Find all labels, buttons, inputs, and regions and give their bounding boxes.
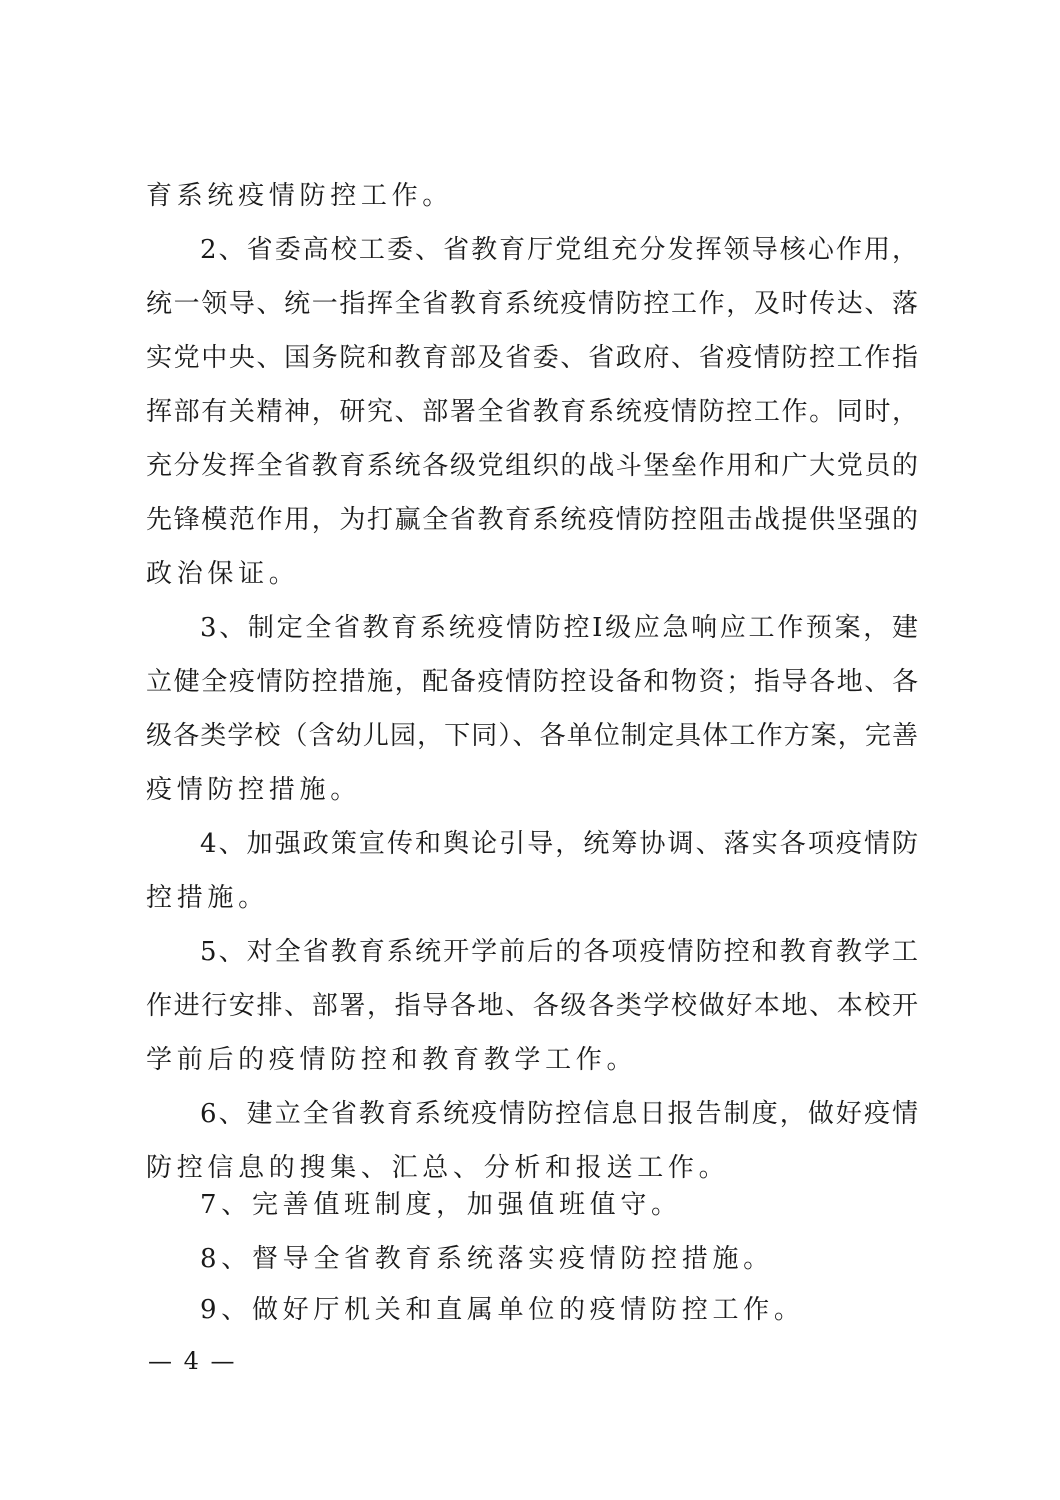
text-line: 级各类学校（含幼儿园，下同）、各单位制定具体工作方案，完善 — [146, 721, 918, 751]
text-line: 9、做好厅机关和直属单位的疫情防控工作。 — [200, 1295, 805, 1325]
text-line: 7、完善值班制度，加强值班值守。 — [200, 1190, 682, 1220]
text-line: 作进行安排、部署，指导各地、各级各类学校做好本地、本校开 — [146, 991, 918, 1021]
text-line: 6、建立全省教育系统疫情防控信息日报告制度，做好疫情 — [200, 1099, 918, 1129]
text-line: 实党中央、国务院和教育部及省委、省政府、省疫情防控工作指 — [146, 343, 918, 373]
text-line: 疫情防控措施。 — [146, 775, 361, 805]
text-line: 育系统疫情防控工作。 — [146, 181, 454, 211]
text-line: 充分发挥全省教育系统各级党组织的战斗堡垒作用和广大党员的 — [146, 451, 918, 481]
text-line: 统一领导、统一指挥全省教育系统疫情防控工作，及时传达、落 — [146, 289, 918, 319]
text-line: 5、对全省教育系统开学前后的各项疫情防控和教育教学工 — [200, 937, 918, 967]
page-number: — 4 — — [148, 1347, 237, 1375]
text-line: 2、省委高校工委、省教育厅党组充分发挥领导核心作用， — [200, 235, 918, 265]
text-line: 防控信息的搜集、汇总、分析和报送工作。 — [146, 1153, 730, 1183]
text-line: 4、加强政策宣传和舆论引导，统筹协调、落实各项疫情防 — [200, 829, 918, 859]
text-line: 3、制定全省教育系统疫情防控Ⅰ级应急响应工作预案，建 — [200, 613, 918, 643]
text-line: 政治保证。 — [146, 559, 300, 589]
text-line: 学前后的疫情防控和教育教学工作。 — [146, 1045, 638, 1075]
text-line: 挥部有关精神，研究、部署全省教育系统疫情防控工作。同时， — [146, 397, 918, 427]
text-line: 控措施。 — [146, 883, 269, 913]
text-line: 先锋模范作用，为打赢全省教育系统疫情防控阻击战提供坚强的 — [146, 505, 918, 535]
text-line: 8、督导全省教育系统落实疫情防控措施。 — [200, 1244, 774, 1274]
text-line: 立健全疫情防控措施，配备疫情防控设备和物资；指导各地、各 — [146, 667, 918, 697]
